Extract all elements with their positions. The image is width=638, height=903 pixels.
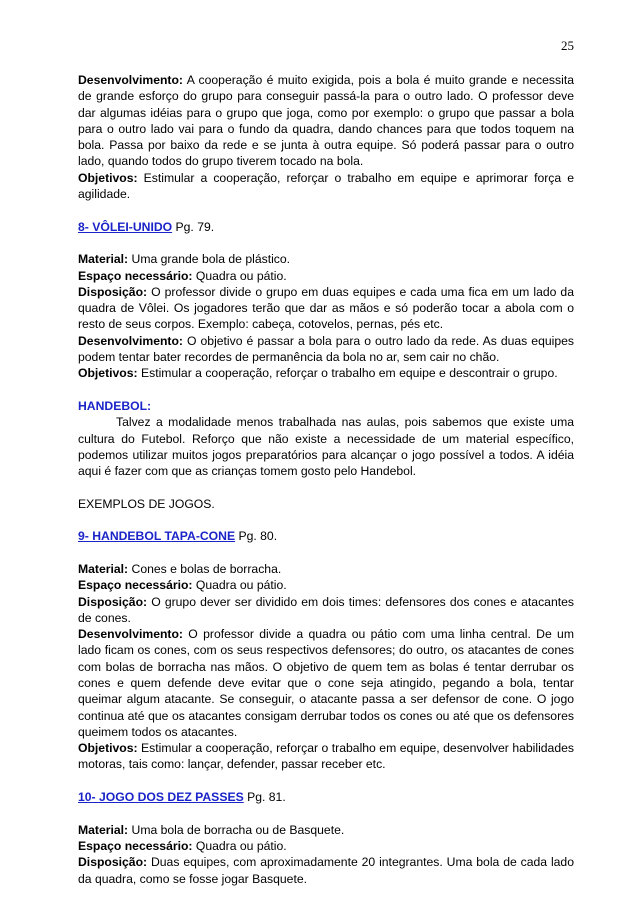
page-reference: Pg. 81. [243, 790, 286, 805]
objetivos-paragraph [78, 740, 574, 773]
material-text: Uma bola de borracha ou de Basquete. [128, 822, 345, 837]
objetivos-paragraph [78, 365, 574, 381]
page-reference: Pg. 80. [235, 529, 278, 544]
desenvolvimento-text: O objetivo é passar a bola para o outro lado da rede. As duas equipes podem tentar bater recordes de permanência da bola no ar, sem cair no chão. [78, 333, 574, 365]
espaco-text: Quadra ou pátio. [192, 268, 287, 283]
game-title-8: 8- VÔLEI-UNIDO [78, 219, 173, 234]
espaco-text: Quadra ou pátio. [192, 578, 287, 593]
disposicao-text: O grupo dever ser dividido em dois times: defensores dos cones e atacantes de cones. [78, 594, 574, 625]
objetivos-text: Estimular a cooperação, reforçar o trabalho em equipe e descontrair o grupo. [137, 366, 558, 381]
desenvolvimento-label: Desenvolvimento: [78, 627, 183, 642]
espaco-paragraph [78, 268, 574, 284]
page-reference: Pg. 79. [172, 219, 215, 234]
disposicao-text: Duas equipes, com aproximadamente 20 integrantes. Uma bola de cada lado da quadra, como se fosse jogar Basquete. [78, 855, 574, 886]
espaco-paragraph [78, 577, 574, 593]
desenvolvimento-label: Desenvolvimento: [78, 333, 183, 348]
desenvolvimento-label: Desenvolvimento: [78, 73, 183, 87]
section-heading [78, 398, 574, 414]
disposicao-paragraph [78, 854, 574, 887]
desenvolvimento-text: A cooperação é muito exigida, pois a bola é muito grande e necessita de grande esforço do grupo para conseguir passá-la para o outro lado. O professor deve dar algumas idéias para o grupo que joga, como por exemplo: o grupo que passar a bola para o outro lado vai para o fundo da quadra, dando chances para que todos toquem na bola. Passa por baixo da rede e se junta à outra equipe. Só poderá passar para o outro lado, quando todos do grupo tiverem tocado na bola. [78, 73, 574, 169]
espaco-text: Quadra ou pátio. [192, 838, 287, 853]
material-text: Cones e bolas de borracha. [128, 561, 282, 576]
material-paragraph [78, 822, 574, 838]
game-heading-8 [78, 219, 574, 235]
page-number: 25 [561, 38, 574, 53]
espaco-label: Espaço necessário: [78, 578, 193, 593]
objetivos-paragraph [78, 170, 574, 203]
objetivos-text: Estimular a cooperação, reforçar o trabalho em equipe e aprimorar força e agilidade. [78, 170, 574, 202]
objetivos-text: Estimular a cooperação, reforçar o trabalho em equipe, desenvolver habilidades motoras, tais como: lançar, defender, passar receber etc. [78, 741, 574, 772]
disposicao-label: Disposição: [78, 594, 148, 609]
desenvolvimento-paragraph [78, 333, 574, 366]
espaco-label: Espaço necessário: [78, 838, 193, 853]
document-body [78, 72, 574, 887]
game-heading-10 [78, 789, 574, 805]
espaco-label: Espaço necessário: [78, 268, 193, 283]
desenvolvimento-paragraph [78, 626, 574, 740]
objetivos-label: Objetivos: [78, 741, 138, 756]
handebol-paragraph: Talvez a modalidade menos trabalhada nas aulas, pois sabemos que existe uma cultura do Futebol. Reforço que não existe a necessidade de um material específico, podemos utilizar muitos jogos preparatórios para alcançar o jogo possível a todos. A idéia aqui é fazer com que as crianças tomem gosto pelo Handebol. [78, 415, 574, 479]
handebol-heading: HANDEBOL: [78, 398, 152, 413]
material-paragraph [78, 561, 574, 577]
material-label: Material: [78, 561, 129, 576]
material-label: Material: [78, 822, 129, 837]
disposicao-text: O professor divide o grupo em duas equipes e cada uma fica em um lado da quadra de Vôlei. Os jogadores terão que dar as mãos e só poderão tocar a abola com o resto de seus corpos. Exemplo: cabeça, cotovelos, pernas, pés etc. [78, 284, 574, 332]
material-label: Material: [78, 252, 129, 267]
disposicao-label: Disposição: [78, 284, 148, 299]
material-text: Uma grande bola de plástico. [128, 252, 291, 267]
examples-heading: EXEMPLOS DE JOGOS. [78, 496, 215, 511]
desenvolvimento-text: O professor divide a quadra ou pátio com uma linha central. De um lado ficam os cones, com os seus respectivos defensores; do outro, os atacantes de cones com bolas de borracha nas mãos. O objetivo de quem tem as bolas é tentar derrubar os cones e quem defende deve evitar que o cone seja atingido, pegando a bola, tentar queimar algum atacante. Se conseguir, o atacante passa a ser defensor de cone. O jogo continua até que os atacantes consigam derrubar todos os cones ou até que os defensores queimem todos os atacantes. [78, 627, 574, 739]
game-title-10: 10- JOGO DOS DEZ PASSES [78, 790, 244, 805]
desenvolvimento-paragraph [78, 72, 574, 170]
disposicao-paragraph [78, 594, 574, 627]
material-paragraph [78, 251, 574, 267]
disposicao-paragraph [78, 284, 574, 333]
objetivos-label: Objetivos: [78, 170, 138, 185]
disposicao-label: Disposição: [78, 855, 148, 870]
espaco-paragraph [78, 838, 574, 854]
game-heading-9 [78, 528, 574, 544]
objetivos-label: Objetivos: [78, 366, 138, 381]
game-title-9: 9- HANDEBOL TAPA-CONE [78, 529, 236, 544]
